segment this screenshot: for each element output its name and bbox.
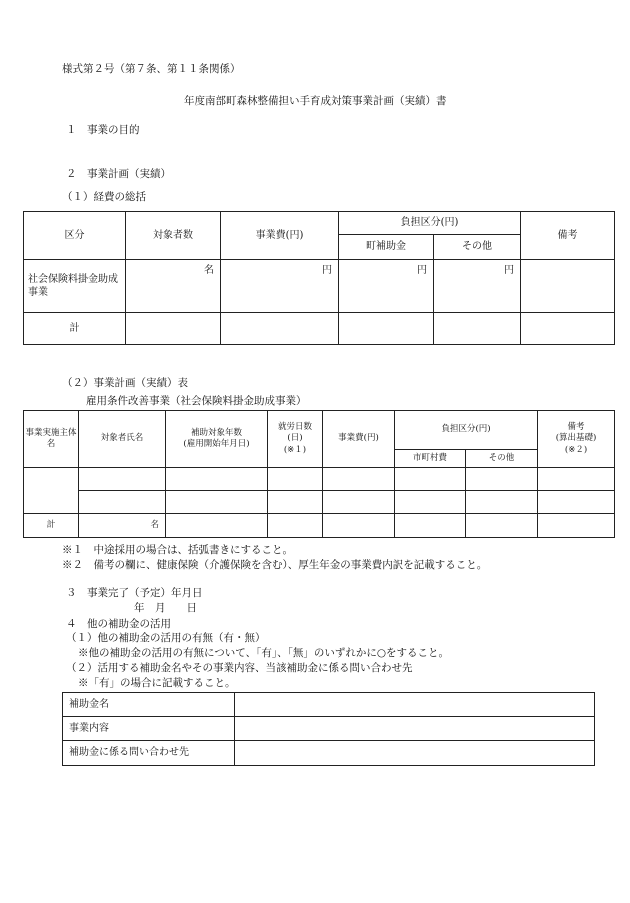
project-content-label: 事業内容 — [63, 717, 235, 741]
section4-heading: ４ 他の補助金の活用 — [66, 618, 171, 630]
implementer-cell[interactable] — [24, 468, 79, 514]
remarks-cell[interactable] — [521, 260, 615, 313]
col-target-name: 対象者氏名 — [79, 411, 166, 468]
col-work-days — [268, 411, 323, 468]
section1-heading: １ 事業の目的 — [66, 124, 140, 136]
note-1: ※１ 中途採用の場合は、括弧書きにすること。 — [62, 544, 293, 556]
section2-heading: ２ 事業計画（実績） — [66, 168, 171, 180]
col-subsidy-years — [166, 411, 268, 468]
unit-yen-other: 円 — [434, 260, 521, 313]
subsidy-contact-input[interactable] — [235, 741, 595, 766]
col-work-days-note: (※１) — [283, 444, 307, 455]
subsidy-years-cell[interactable] — [166, 468, 268, 491]
col-implementer-label: 事業実施主体名 — [25, 427, 77, 449]
plan-other-cell[interactable] — [466, 468, 538, 491]
unit-yen-town: 円 — [339, 260, 434, 313]
plan-remarks-cell[interactable] — [538, 491, 615, 514]
section3-heading: ３ 事業完了（予定）年月日 — [66, 587, 203, 599]
col-municipal: 市町村費 — [395, 450, 466, 468]
plan-total-person-unit: 名 — [79, 514, 166, 538]
col-burden-group: 負担区分(円) — [339, 212, 521, 235]
row-label-insurance: 社会保険料掛金助成事業 — [24, 260, 126, 313]
unit-person: 名 — [126, 260, 221, 313]
plan-total-cell[interactable] — [395, 514, 466, 538]
plan-remarks-cell[interactable] — [538, 468, 615, 491]
plan-table — [23, 410, 615, 538]
col-other: その他 — [434, 235, 521, 260]
col-plan-remarks-basis: (算出基礎) — [555, 433, 597, 444]
col-plan-burden-group: 負担区分(円) — [395, 411, 538, 450]
plan-total-label: 計 — [24, 514, 79, 538]
subsidy-details-question: （２）活用する補助金名やその事業内容、当該補助金に係る問い合わせ先 — [66, 662, 413, 674]
project-content-input[interactable] — [235, 717, 595, 741]
plan-total-cell[interactable] — [466, 514, 538, 538]
plan-table-subheading: 雇用条件改善事業（社会保険料掛金助成事業） — [86, 395, 307, 407]
subsidy-name-label: 補助金名 — [63, 693, 235, 717]
col-project-cost: 事業費(円) — [221, 212, 339, 260]
document-title: 年度南部町森林整備担い手育成対策事業計画（実績）書 — [184, 95, 447, 107]
other-subsidy-question: （１）他の補助金の活用の有無（有・無） — [66, 632, 266, 644]
subsidy-years-cell[interactable] — [166, 491, 268, 514]
completion-date: 年 月 日 — [134, 602, 197, 614]
plan-total-cell[interactable] — [538, 514, 615, 538]
plan-total-cell[interactable] — [166, 514, 268, 538]
col-subsidy-years-label: 補助対象年数 — [190, 427, 242, 438]
work-days-cell[interactable] — [268, 468, 323, 491]
col-plan-remarks — [538, 411, 615, 468]
col-plan-other: その他 — [466, 450, 538, 468]
work-days-cell[interactable] — [268, 491, 323, 514]
plan-other-cell[interactable] — [466, 491, 538, 514]
col-implementer — [24, 411, 79, 468]
target-name-cell[interactable] — [79, 468, 166, 491]
col-plan-project-cost: 事業費(円) — [323, 411, 395, 468]
plan-total-cell[interactable] — [268, 514, 323, 538]
total-other[interactable] — [434, 313, 521, 345]
total-remarks[interactable] — [521, 313, 615, 345]
other-subsidy-note: ※他の補助金の活用の有無について、「有」、「無」のいずれかに○をすること。 — [78, 647, 449, 659]
total-label: 計 — [24, 313, 126, 345]
note-2: ※２ 備考の欄に、健康保険（介護保険を含む）、厚生年金の事業費内訳を記載すること。 — [62, 559, 488, 571]
expense-summary-table — [23, 211, 615, 345]
expense-summary-heading: （１）経費の総括 — [62, 191, 146, 203]
subsidy-details-table — [62, 692, 595, 766]
total-project-cost[interactable] — [221, 313, 339, 345]
subsidy-name-input[interactable] — [235, 693, 595, 717]
total-target-count[interactable] — [126, 313, 221, 345]
total-town-subsidy[interactable] — [339, 313, 434, 345]
plan-cost-cell[interactable] — [323, 468, 395, 491]
form-number: 様式第２号（第７条、第１１条関係） — [62, 63, 241, 75]
plan-total-cell[interactable] — [323, 514, 395, 538]
col-category: 区分 — [24, 212, 126, 260]
col-plan-remarks-label: 備考 — [567, 421, 585, 432]
plan-cost-cell[interactable] — [323, 491, 395, 514]
plan-table-heading: （２）事業計画（実績）表 — [62, 377, 188, 389]
subsidy-details-note: ※「有」の場合に記載すること。 — [78, 677, 236, 689]
municipal-cell[interactable] — [395, 468, 466, 491]
col-remarks: 備考 — [521, 212, 615, 260]
unit-yen-cost: 円 — [221, 260, 339, 313]
col-plan-remarks-note: (※２) — [564, 444, 588, 455]
col-employment-start-label: (雇用開始年月日) — [183, 439, 250, 449]
col-work-days-label: 就労日数 — [277, 421, 312, 432]
col-work-days-unit: (日) — [287, 433, 303, 444]
subsidy-contact-label: 補助金に係る問い合わせ先 — [63, 741, 235, 766]
target-name-cell[interactable] — [79, 491, 166, 514]
col-target-count: 対象者数 — [126, 212, 221, 260]
col-town-subsidy: 町補助金 — [339, 235, 434, 260]
municipal-cell[interactable] — [395, 491, 466, 514]
